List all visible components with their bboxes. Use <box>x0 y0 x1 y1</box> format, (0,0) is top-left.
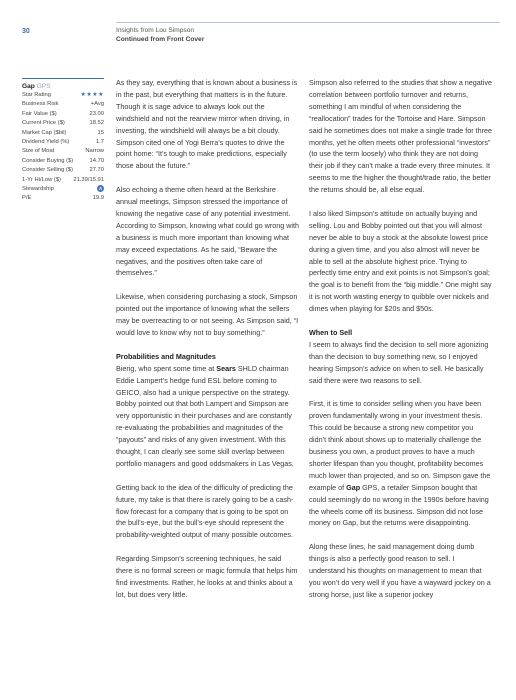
company-name: Gap <box>346 482 361 492</box>
stat-value: 21.39/15.91 <box>73 176 104 183</box>
stat-value: 1.7 <box>95 139 104 146</box>
paragraph <box>309 398 492 529</box>
company-name: Sears <box>216 363 236 373</box>
stat-row <box>22 157 104 166</box>
page-number: 30 <box>22 28 30 35</box>
paragraph-text: SHLD chairman Eddie Lampert’s hedge fund ESL before coming to GEICO, also had a unique perspective on the strategy. Bobby pointed out that both Lampert and Simpson are very opportunistic in their purchases and are constantly re-evaluating the probabilities and magnitudes of the “payouts” and risks of any given investment. With this thought, I can clearly see some skill overlap between portfolio managers and good oddsmakers in Las Vegas. <box>116 363 294 468</box>
paragraph: Also echoing a theme often heard at the Berkshire annual meetings, Simpson stressed the importance of knowing the negative case of any potential investment. According to Simpson, knowing what could go wrong with a business is much more important than knowing what may exceed expectations. As he said, “Beware the negatives, and the positives often take care of themselves.” <box>116 185 299 278</box>
stat-label: P/E <box>22 195 32 202</box>
paragraph-text: GPS, a retailer Simpson bought that could seemingly do no wrong in the 1990s before having the wheels come off its business. Simpson did not lose money on Gap, but the returns were disappointing. <box>309 482 489 528</box>
star-rating-icon: ★★★★ <box>80 92 104 98</box>
stat-row <box>22 138 104 147</box>
article-column-left <box>116 77 299 601</box>
continued-label: Continued from Front Cover <box>116 36 205 43</box>
stat-value: 14.70 <box>89 157 104 164</box>
stat-value: 23.00 <box>89 110 104 117</box>
paragraph: I also liked Simpson’s attitude on actually buying and selling. Lou and Bobby pointed out that you will almost never be able to buy a stock at the absolute lowest price during a given time, and you also almost will never be able to sell at the absolute highest price. Trying to perfectly time entry and exit points is not Simpson’s goal; the goal is to benefit from the “big middle.” One might say it is not worth wasting energy to quibble over nickels and dimes when playing for $20s and $50s. <box>309 208 492 314</box>
stat-label: Market Cap ($bil) <box>22 129 67 136</box>
stat-row <box>22 147 104 156</box>
stat-value: 27.70 <box>89 167 104 174</box>
stat-row <box>22 185 104 194</box>
stock-sidebar <box>22 78 104 204</box>
paragraph: As they say, everything that is known about a business is in the past, but everything that matters is in the future. Though it is sage advice to always look out the windshield and not the rearview mirror when driving, in investing, the windshield will always be a bit cloudy. Simpson cited one of Yogi Berra’s quotes to drive the point home: “It’s tough to make predictions, especially those about the future.” <box>116 78 298 171</box>
running-header: Insights from Lou Simpson <box>116 27 195 34</box>
paragraph: Likewise, when considering purchasing a stock, Simpson pointed out the importance of knowing what the sellers may be overreacting to or not seeing. As Simpson said, “I would love to know why not to buy something.” <box>116 292 299 337</box>
stat-value: 18.52 <box>89 120 104 127</box>
stock-name: Gap <box>22 83 35 90</box>
sidebar-rule <box>22 78 104 79</box>
section-heading: Probabilities and Magnitudes <box>116 351 216 361</box>
stat-label: Stewardship <box>22 186 54 193</box>
stat-label: Consider Selling ($) <box>22 167 73 174</box>
stat-value: Narrow <box>85 148 104 155</box>
stat-value: 19.9 <box>92 195 104 202</box>
sidebar-title <box>22 82 104 91</box>
stat-label: Business Risk <box>22 101 59 108</box>
stock-ticker: GPS <box>34 83 51 90</box>
stat-value: +Avg <box>90 101 104 108</box>
stat-label: Current Price ($) <box>22 120 65 127</box>
stat-label: Consider Buying ($) <box>22 157 74 164</box>
stewardship-grade-icon: A <box>98 186 103 192</box>
paragraph: Getting back to the idea of the difficulty of predicting the future, my take is that there is rarely going to be a cash-flow forecast for a company that is going to be spot on the bull’s-eye, but the bull’s-eye should represent the probability-weighted output of many possible outcomes. <box>116 482 294 540</box>
paragraph: Simpson also referred to the studies that show a negative correlation between portfolio turnover and returns, something I am mindful of when considering the “reallocation” trades for the Tortoise and Hare. Simpson said he sometimes does not make a single trade for three months, yet he often meets other professional “investors” (to use the term loosely) who think they are not doing their job if they can’t make a trade every three minutes. It seems to me the higher the thought/trade ratio, the better the returns should be, all else equal. <box>309 78 492 195</box>
paragraph-text: First, it is time to consider selling when you have been proven fundamentally wrong in your investment thesis. This could be because a strong new competitor you didn’t think about shows up to materially challenge the business you own, a product proves to have a much shorter lifespan than you thought, profitability becomes much lower than projected, and so on. Simpson gave the example of <box>309 399 491 492</box>
header-rule <box>116 22 500 23</box>
paragraph: I seem to always find the decision to sell more agonizing than the decision to buy something new, so I enjoyed hearing Simpson’s advice on when to sell. He basically said there were two reasons to sell. <box>309 339 489 385</box>
stat-value: 15 <box>97 129 104 136</box>
stat-row <box>22 166 104 175</box>
stat-label: 1-Yr Hi/Low ($) <box>22 176 61 183</box>
stat-label: Star Rating <box>22 92 51 98</box>
stat-row <box>22 129 104 138</box>
section-heading: When to Sell <box>309 328 353 337</box>
article-column-right <box>309 77 492 601</box>
paragraph: Regarding Simpson’s screening techniques, he said there is no formal screen or magic formula that helps him find investments. Rather, he looks at and thinks about a lot, but does very little. <box>116 554 298 599</box>
stat-label: Size of Moat <box>22 148 55 155</box>
paragraph-text: Bierig, who spent some time at <box>116 363 217 373</box>
stat-row <box>22 110 104 119</box>
stat-label: Fair Value ($) <box>22 110 57 117</box>
stat-row <box>22 100 104 109</box>
stat-row <box>22 194 104 203</box>
paragraph: Along these lines, he said management doing dumb things is also a perfectly good reason to sell. I understand his thoughts on management to mean that you won’t do very well if you have a wayward jockey on a strong horse, just like a superior jockey <box>309 542 491 599</box>
stat-label: Dividend Yield (%) <box>22 139 70 146</box>
paragraph <box>116 363 299 470</box>
stat-row <box>22 91 104 100</box>
stat-row <box>22 176 104 185</box>
stat-row <box>22 119 104 128</box>
